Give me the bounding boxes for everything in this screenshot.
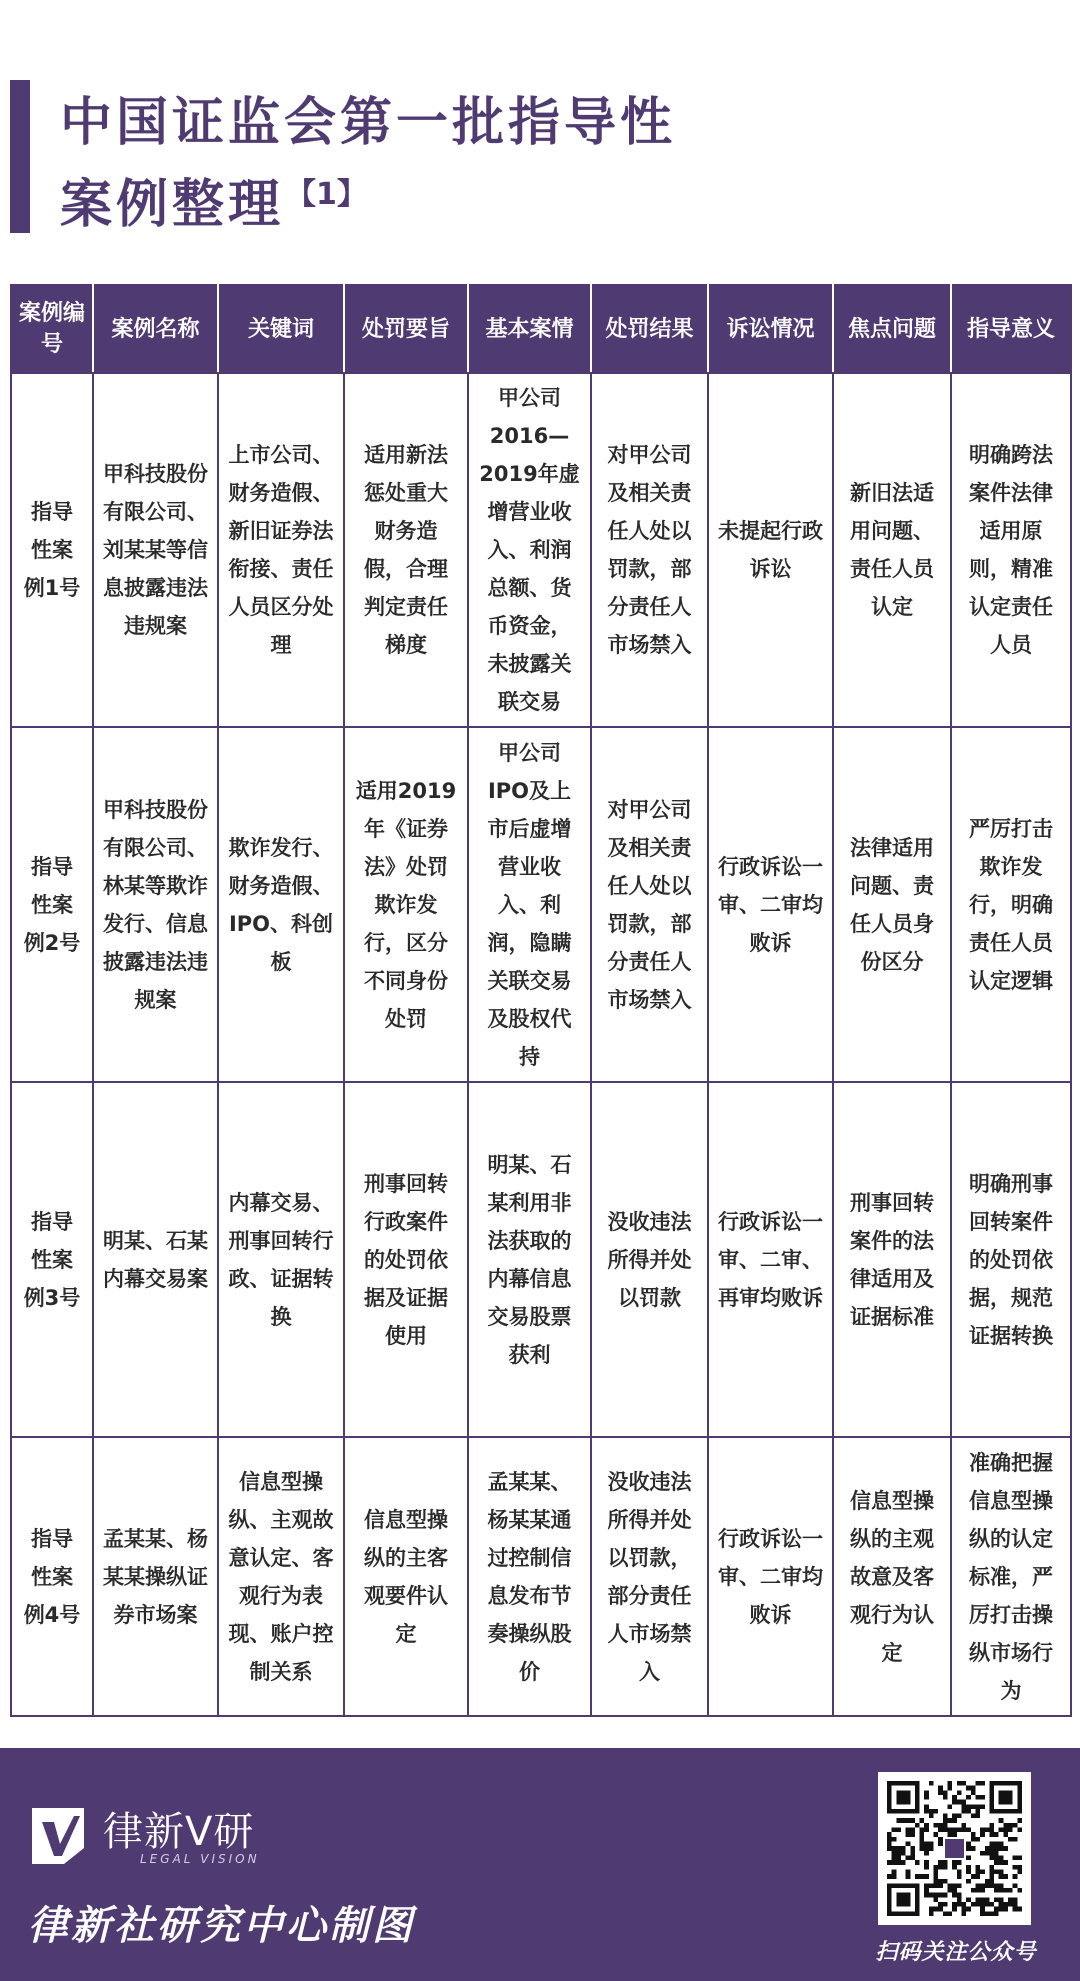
cell-focus-issues: 信息型操纵的主观故意及客观行为认定 (833, 1437, 951, 1716)
qr-code[interactable] (878, 1772, 1031, 1925)
cell-penalty-gist: 刑事回转行政案件的处罚依据及证据使用 (344, 1082, 468, 1437)
footer-caption: 律新社研究中心制图 (28, 1903, 415, 1949)
title-block (10, 80, 1010, 235)
qr-code-icon (887, 1781, 1022, 1916)
cell-guiding-significance: 明确刑事回转案件的处罚依据，规范证据转换 (951, 1082, 1071, 1437)
brand-subtitle: LEGAL VISION (140, 1852, 260, 1866)
cell-keywords: 信息型操纵、主观故意认定、客观行为表现、账户控制关系 (218, 1437, 344, 1716)
header-case-number: 案例编号 (11, 285, 93, 373)
header-focus-issues: 焦点问题 (833, 285, 951, 373)
cell-penalty-result: 没收违法所得并处以罚款，部分责任人市场禁入 (591, 1437, 708, 1716)
cell-case-facts: 甲公司IPO及上市后虚增营业收入、利润，隐瞒关联交易及股权代持 (468, 727, 591, 1082)
table-header-row (11, 285, 1071, 373)
cell-keywords: 欺诈发行、财务造假、IPO、科创板 (218, 727, 344, 1082)
header-case-name: 案例名称 (93, 285, 218, 373)
cell-case-name: 孟某某、杨某某操纵证券市场案 (93, 1437, 218, 1716)
table-row (11, 373, 1071, 727)
page-title-line-2 (60, 162, 367, 237)
qr-caption: 扫码关注公众号 (875, 1940, 1037, 1965)
cell-keywords: 上市公司、财务造假、新旧证券法衔接、责任人员区分处理 (218, 373, 344, 727)
header-keywords: 关键词 (218, 285, 344, 373)
header-guiding-significance: 指导意义 (951, 285, 1071, 373)
cell-keywords: 内幕交易、刑事回转行政、证据转换 (218, 1082, 344, 1437)
cell-case-number: 指导性案例4号 (11, 1437, 93, 1716)
cell-guiding-significance: 准确把握信息型操纵的认定标准，严厉打击操纵市场行为 (951, 1437, 1071, 1716)
table-row (11, 1437, 1071, 1716)
header-penalty-result: 处罚结果 (591, 285, 708, 373)
cell-focus-issues: 刑事回转案件的法律适用及证据标准 (833, 1082, 951, 1437)
cell-case-name: 甲科技股份有限公司、刘某某等信息披露违法违规案 (93, 373, 218, 727)
legal-vision-logo-icon (26, 1804, 90, 1868)
cell-case-number: 指导性案例3号 (11, 1082, 93, 1437)
title-accent-bar (10, 80, 30, 233)
cell-litigation: 行政诉讼一审、二审、再审均败诉 (708, 1082, 833, 1437)
brand-name: 律新V研 (103, 1809, 255, 1855)
cell-guiding-significance: 严厉打击欺诈发行，明确责任人员认定逻辑 (951, 727, 1071, 1082)
cell-case-number: 指导性案例1号 (11, 373, 93, 727)
cell-penalty-result: 对甲公司及相关责任人处以罚款，部分责任人市场禁入 (591, 373, 708, 727)
cell-penalty-gist: 适用新法惩处重大财务造假，合理判定责任梯度 (344, 373, 468, 727)
case-table (10, 284, 1072, 1717)
table-row (11, 1082, 1071, 1437)
cell-penalty-result: 没收违法所得并处以罚款 (591, 1082, 708, 1437)
cell-penalty-result: 对甲公司及相关责任人处以罚款，部分责任人市场禁入 (591, 727, 708, 1082)
title-footnote-marker: 【1】 (286, 177, 367, 212)
cell-guiding-significance: 明确跨法案件法律适用原则，精准认定责任人员 (951, 373, 1071, 727)
page-title-line-2-text: 案例整理 (60, 175, 285, 235)
cell-penalty-gist: 信息型操纵的主客观要件认定 (344, 1437, 468, 1716)
cell-litigation: 行政诉讼一审、二审均败诉 (708, 1437, 833, 1716)
footer-banner (0, 1748, 1080, 1981)
cell-penalty-gist: 适用2019年《证券法》处罚欺诈发行，区分不同身份处罚 (344, 727, 468, 1082)
cell-case-name: 甲科技股份有限公司、林某等欺诈发行、信息披露违法违规案 (93, 727, 218, 1082)
page-title-line-1: 中国证监会第一批指导性 (60, 93, 677, 153)
cell-case-facts: 甲公司2016—2019年虚增营业收入、利润总额、货币资金，未披露关联交易 (468, 373, 591, 727)
cell-case-number: 指导性案例2号 (11, 727, 93, 1082)
header-litigation: 诉讼情况 (708, 285, 833, 373)
table-row (11, 727, 1071, 1082)
cell-case-facts: 明某、石某利用非法获取的内幕信息交易股票获利 (468, 1082, 591, 1437)
header-case-facts: 基本案情 (468, 285, 591, 373)
cell-case-name: 明某、石某内幕交易案 (93, 1082, 218, 1437)
header-penalty-gist: 处罚要旨 (344, 285, 468, 373)
cell-focus-issues: 法律适用问题、责任人员身份区分 (833, 727, 951, 1082)
cell-litigation: 未提起行政诉讼 (708, 373, 833, 727)
cell-litigation: 行政诉讼一审、二审均败诉 (708, 727, 833, 1082)
cell-case-facts: 孟某某、杨某某通过控制信息发布节奏操纵股价 (468, 1437, 591, 1716)
cell-focus-issues: 新旧法适用问题、责任人员认定 (833, 373, 951, 727)
